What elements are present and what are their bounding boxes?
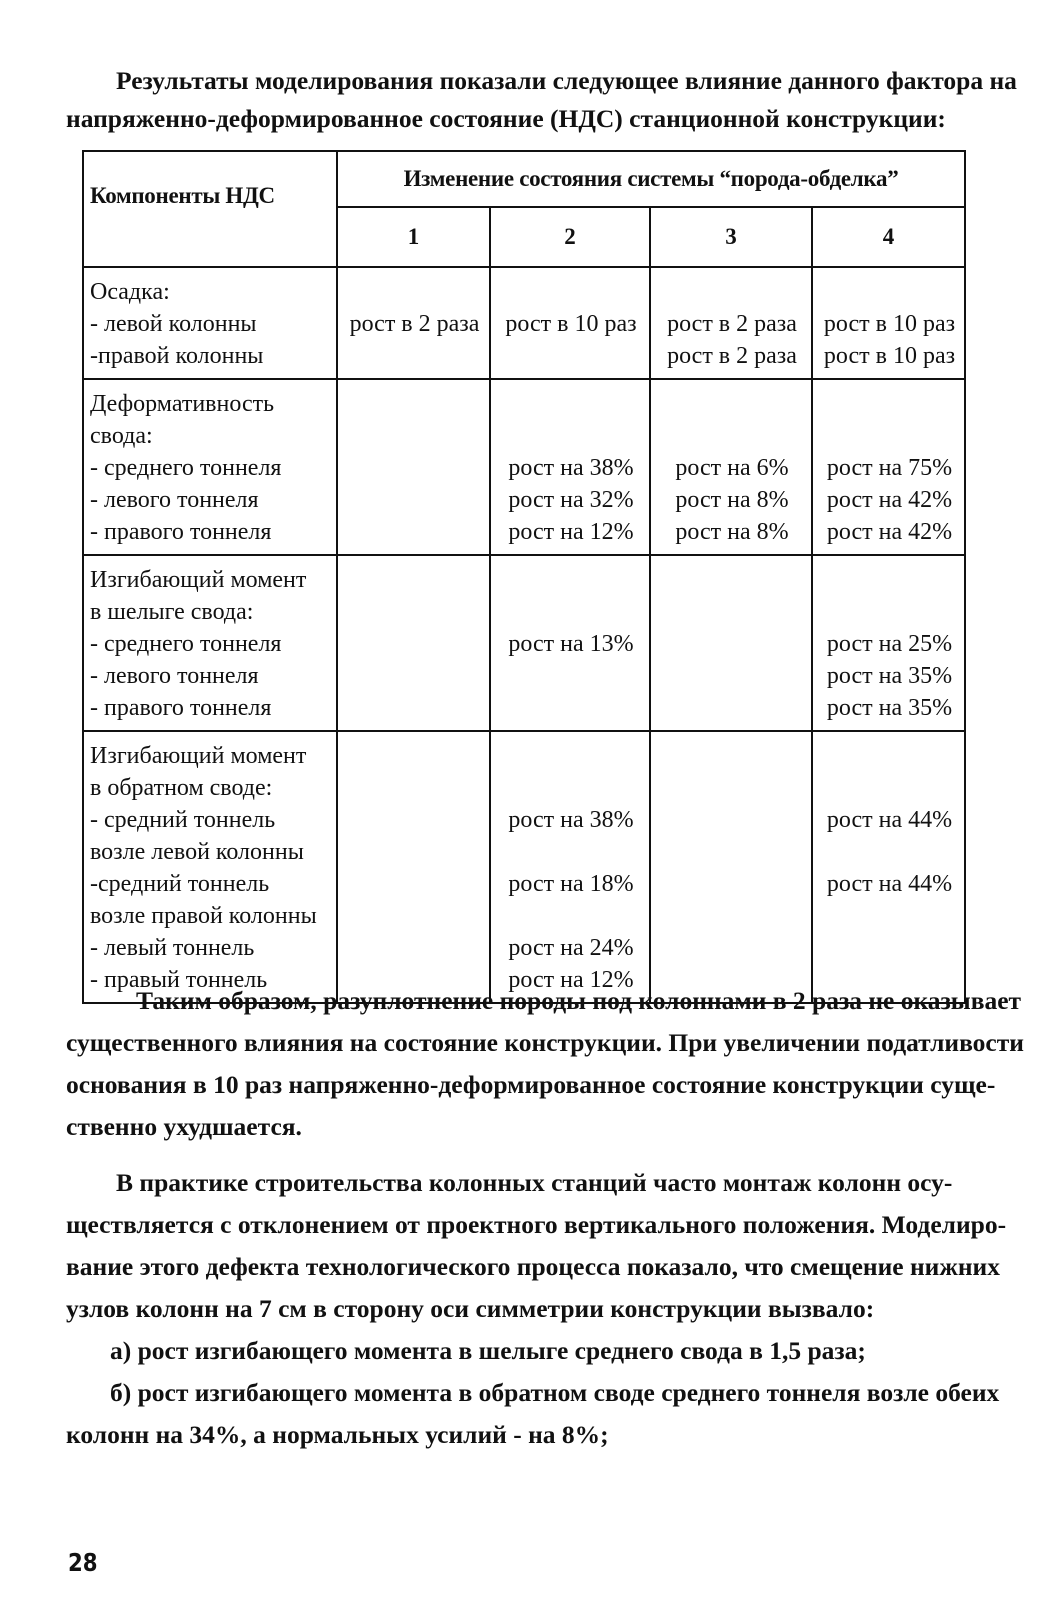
value-line [657, 660, 807, 692]
paragraph [66, 980, 1024, 1148]
value-cell [490, 379, 650, 555]
value-line: рост на 8% [675, 487, 789, 513]
value-cell [337, 379, 490, 555]
column-number: 1 [337, 207, 490, 267]
component-line: свода: [90, 423, 153, 449]
paragraph-line: а) рост изгибающего момента в шелыге среднего свода в 1,5 раза; [110, 1336, 866, 1365]
table-row [83, 731, 965, 1003]
value-cell [812, 379, 965, 555]
value-line [819, 276, 960, 308]
value-line: рост на 8% [675, 519, 789, 545]
value-line [819, 900, 960, 932]
list-item [66, 1372, 1000, 1456]
value-line [344, 340, 485, 372]
value-line: рост на 13% [508, 631, 634, 657]
value-line [344, 836, 485, 868]
value-line [657, 772, 807, 804]
component-line: -правой колонны [90, 343, 264, 369]
column-number: 4 [812, 207, 965, 267]
value-line: рост на 44% [826, 871, 953, 897]
value-line: рост на 12% [508, 967, 634, 993]
paragraph-line: колонн на 34%, а нормальных усилий - на 8%; [66, 1420, 609, 1449]
value-line [344, 452, 485, 484]
table-row [83, 555, 965, 731]
component-line: - среднего тоннеля [90, 455, 282, 481]
component-line: возле левой колонны [90, 839, 304, 865]
component-line: в шелыге свода: [90, 599, 254, 625]
value-line: рост на 42% [826, 519, 953, 545]
paragraph-line: б) рост изгибающего момента в обратном своде среднего тоннеля возле обеих [110, 1378, 1000, 1407]
value-line: рост на 42% [826, 487, 953, 513]
value-line [344, 276, 485, 308]
value-cell [650, 379, 812, 555]
value-cell [337, 267, 490, 379]
value-line [344, 900, 485, 932]
component-line: Изгибающий момент [90, 567, 307, 593]
value-line: рост на 35% [826, 695, 953, 721]
value-line: рост на 32% [508, 487, 634, 513]
column-number: 3 [650, 207, 812, 267]
value-line [819, 388, 960, 420]
value-line [657, 388, 807, 420]
value-line [497, 340, 645, 372]
intro-line: напряженно-деформированное состояние (НДС) станционной конструкции: [66, 104, 946, 133]
value-line [819, 596, 960, 628]
value-line [657, 276, 807, 308]
value-line [344, 772, 485, 804]
value-line [497, 900, 645, 932]
value-line: рост на 6% [675, 455, 789, 481]
value-line [657, 564, 807, 596]
value-line [344, 628, 485, 660]
value-line: рост на 44% [826, 807, 953, 833]
value-line [344, 932, 485, 964]
component-line: - левый тоннель [90, 935, 255, 961]
value-line: рост на 24% [508, 935, 634, 961]
header-components: Компоненты НДС [83, 151, 337, 267]
component-line: - левого тоннеля [90, 663, 259, 689]
paragraph-line: Таким образом, разуплотнение породы под колоннами в 2 раза не оказывает [136, 986, 1022, 1015]
value-cell [490, 731, 650, 1003]
value-line: рост на 35% [826, 663, 953, 689]
value-cell [812, 267, 965, 379]
table-row [83, 267, 965, 379]
component-line: - правого тоннеля [90, 695, 272, 721]
intro-line: Результаты моделирования показали следующее влияние данного фактора на [116, 66, 1017, 95]
table-header-row [83, 151, 965, 207]
nds-table [82, 150, 966, 1004]
paragraph-line: существенного влияния на состояние конструкции. При увеличении податливости [66, 1028, 1024, 1057]
value-line [497, 596, 645, 628]
component-cell [83, 731, 337, 1003]
paragraph-line: В практике строительства колонных станций часто монтаж колонн осу- [116, 1168, 953, 1197]
value-line [497, 660, 645, 692]
value-line: рост в 10 раз [823, 311, 956, 337]
value-cell [337, 731, 490, 1003]
value-line [344, 388, 485, 420]
value-cell [337, 555, 490, 731]
value-line [344, 420, 485, 452]
value-line: рост в 2 раза [667, 343, 797, 369]
value-cell [490, 555, 650, 731]
value-line [344, 804, 485, 836]
value-line [657, 628, 807, 660]
value-line [657, 420, 807, 452]
table-row [83, 379, 965, 555]
value-line [344, 692, 485, 724]
value-line [497, 420, 645, 452]
paragraph-line: узлов колонн на 7 см в сторону оси симметрии конструкции вызвало: [66, 1294, 875, 1323]
value-line [497, 836, 645, 868]
value-line [497, 276, 645, 308]
value-line [497, 740, 645, 772]
value-line [819, 564, 960, 596]
value-cell [812, 555, 965, 731]
component-cell [83, 267, 337, 379]
value-line: рост на 18% [508, 871, 634, 897]
value-line [344, 484, 485, 516]
column-number: 2 [490, 207, 650, 267]
value-line: рост в 2 раза [667, 311, 797, 337]
value-line [344, 740, 485, 772]
component-line: - среднего тоннеля [90, 631, 282, 657]
value-line [657, 900, 807, 932]
intro-paragraph [66, 62, 1017, 138]
value-line [819, 836, 960, 868]
paragraph [66, 1162, 1007, 1330]
conclusion-text [66, 980, 1024, 1456]
value-line: рост на 38% [508, 807, 634, 833]
value-line [819, 740, 960, 772]
value-line [344, 660, 485, 692]
value-line: рост в 10 раз [505, 311, 637, 337]
value-cell [650, 731, 812, 1003]
value-line: рост на 75% [826, 455, 953, 481]
component-line: - правый тоннель [90, 967, 268, 993]
component-line: возле правой колонны [90, 903, 317, 929]
value-line [819, 932, 960, 964]
paragraph-line: вание этого дефекта технологического процесса показало, что смещение нижних [66, 1252, 1000, 1281]
component-line: Деформативность [90, 391, 275, 417]
value-line [657, 740, 807, 772]
component-line: - правого тоннеля [90, 519, 272, 545]
paragraph-line: основания в 10 раз напряженно-деформированное состояние конструкции суще- [66, 1070, 996, 1099]
component-line: - левого тоннеля [90, 487, 259, 513]
value-line [819, 772, 960, 804]
value-line [657, 836, 807, 868]
value-line: рост на 25% [826, 631, 953, 657]
value-line: рост на 38% [508, 455, 634, 481]
value-cell [490, 267, 650, 379]
paragraph-line: ществляется с отклонением от проектного вертикального положения. Моделиро- [66, 1210, 1007, 1239]
value-cell [650, 267, 812, 379]
value-line [657, 692, 807, 724]
value-line [657, 804, 807, 836]
component-line: - средний тоннель [90, 807, 276, 833]
list-item [66, 1330, 966, 1372]
value-line: рост в 10 раз [823, 343, 956, 369]
paragraph-line: ственно ухудшается. [66, 1112, 302, 1141]
value-line: рост в 2 раза [349, 311, 480, 337]
component-cell [83, 555, 337, 731]
value-line [657, 868, 807, 900]
value-line [657, 932, 807, 964]
value-line [497, 692, 645, 724]
value-line: рост на 12% [508, 519, 634, 545]
value-line [344, 564, 485, 596]
header-change: Изменение состояния системы “порода-обделка” [337, 151, 965, 207]
component-line: Осадка: [90, 279, 170, 305]
value-line [657, 596, 807, 628]
value-line [497, 772, 645, 804]
page-number: 28 [68, 1548, 98, 1577]
value-line [819, 420, 960, 452]
value-cell [650, 555, 812, 731]
component-line: в обратном своде: [90, 775, 273, 801]
value-cell [812, 731, 965, 1003]
component-line: -средний тоннель [90, 871, 270, 897]
component-line: Изгибающий момент [90, 743, 307, 769]
component-cell [83, 379, 337, 555]
component-line: - левой колонны [90, 311, 257, 337]
value-line [344, 868, 485, 900]
value-line [344, 516, 485, 548]
value-line [344, 596, 485, 628]
value-line [497, 564, 645, 596]
value-line [497, 388, 645, 420]
